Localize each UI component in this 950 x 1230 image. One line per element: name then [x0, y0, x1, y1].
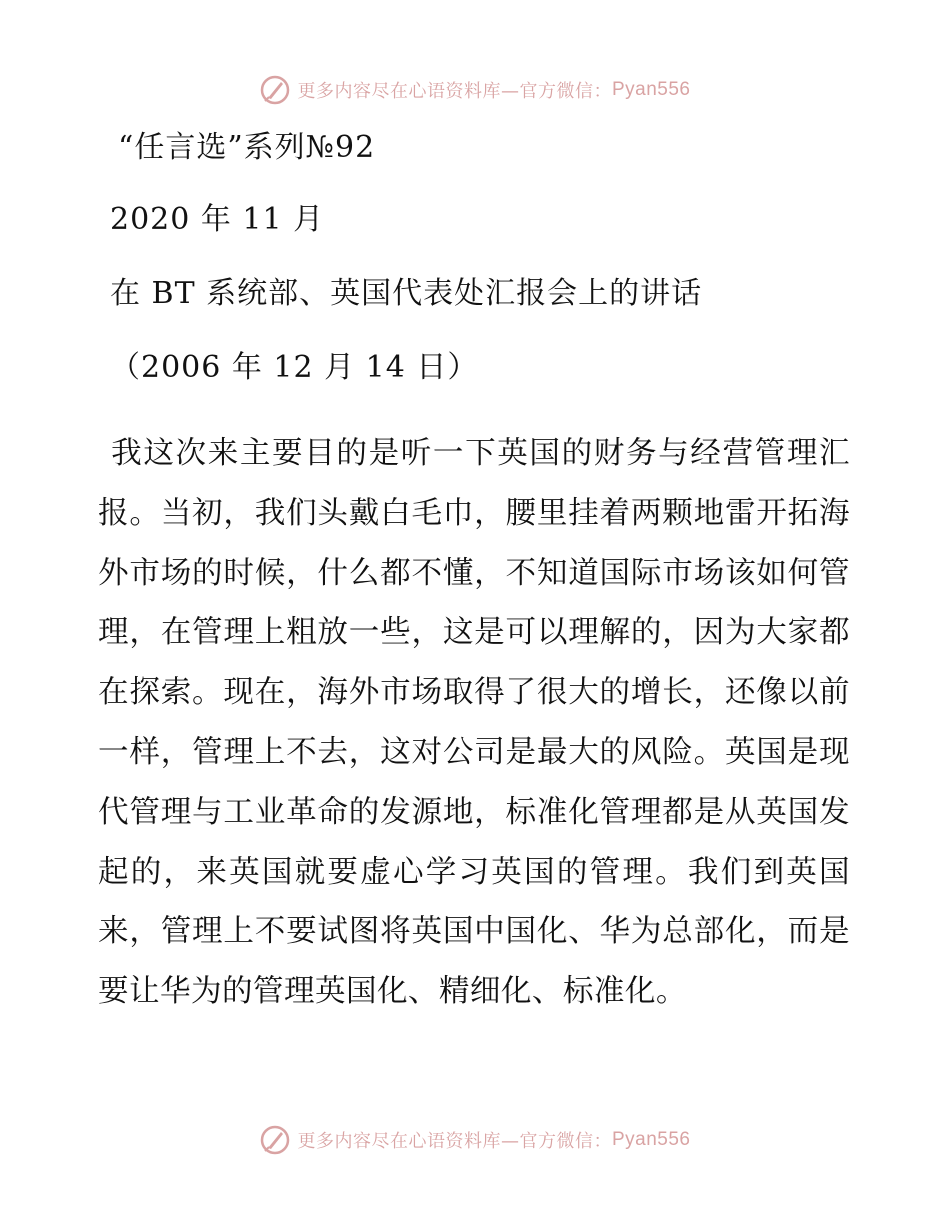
watermark-top: [0, 70, 950, 110]
speech-title: 在 BT 系统部、英国代表处汇报会上的讲话: [110, 276, 703, 311]
watermark-bottom: [0, 1120, 950, 1160]
feather-pen-logo-icon: [259, 74, 291, 106]
watermark-text: 更多内容尽在心语资料库—官方微信：: [297, 1131, 612, 1152]
speech-paragraph: [98, 424, 850, 1022]
watermark-text: 更多内容尽在心语资料库—官方微信：: [297, 81, 612, 102]
watermark-wechat-id: Pyan556: [611, 1129, 691, 1150]
watermark-wechat-id: Pyan556: [611, 79, 691, 100]
speech-date: （2006 年 12 月 14 日）: [110, 350, 479, 385]
series-label: “任言选”系列№92: [118, 130, 376, 165]
issue-date: 2020 年 11 月: [110, 202, 325, 237]
feather-pen-logo-icon: [259, 1124, 291, 1156]
paragraph-text: 我这次来主要目的是听一下英国的财务与经营管理汇报。当初，我们头戴白毛巾，腰里挂着两颗地雷开拓海外市场的时候，什么都不懂，不知道国际市场该如何管理，在管理上粗放一些，这是可以理解的，因为大家都在探索。现在，海外市场取得了很大的增长，还像以前一样，管理上不去，这对公司是最大的风险。英国是现代管理与工业革命的发源地，标准化管理都是从英国发起的，来英国就要虚心学习英国的管理。我们到英国来，管理上不要试图将英国中国化、华为总部化，而是要让华为的管理英国化、精细化、标准化。: [98, 436, 850, 1010]
